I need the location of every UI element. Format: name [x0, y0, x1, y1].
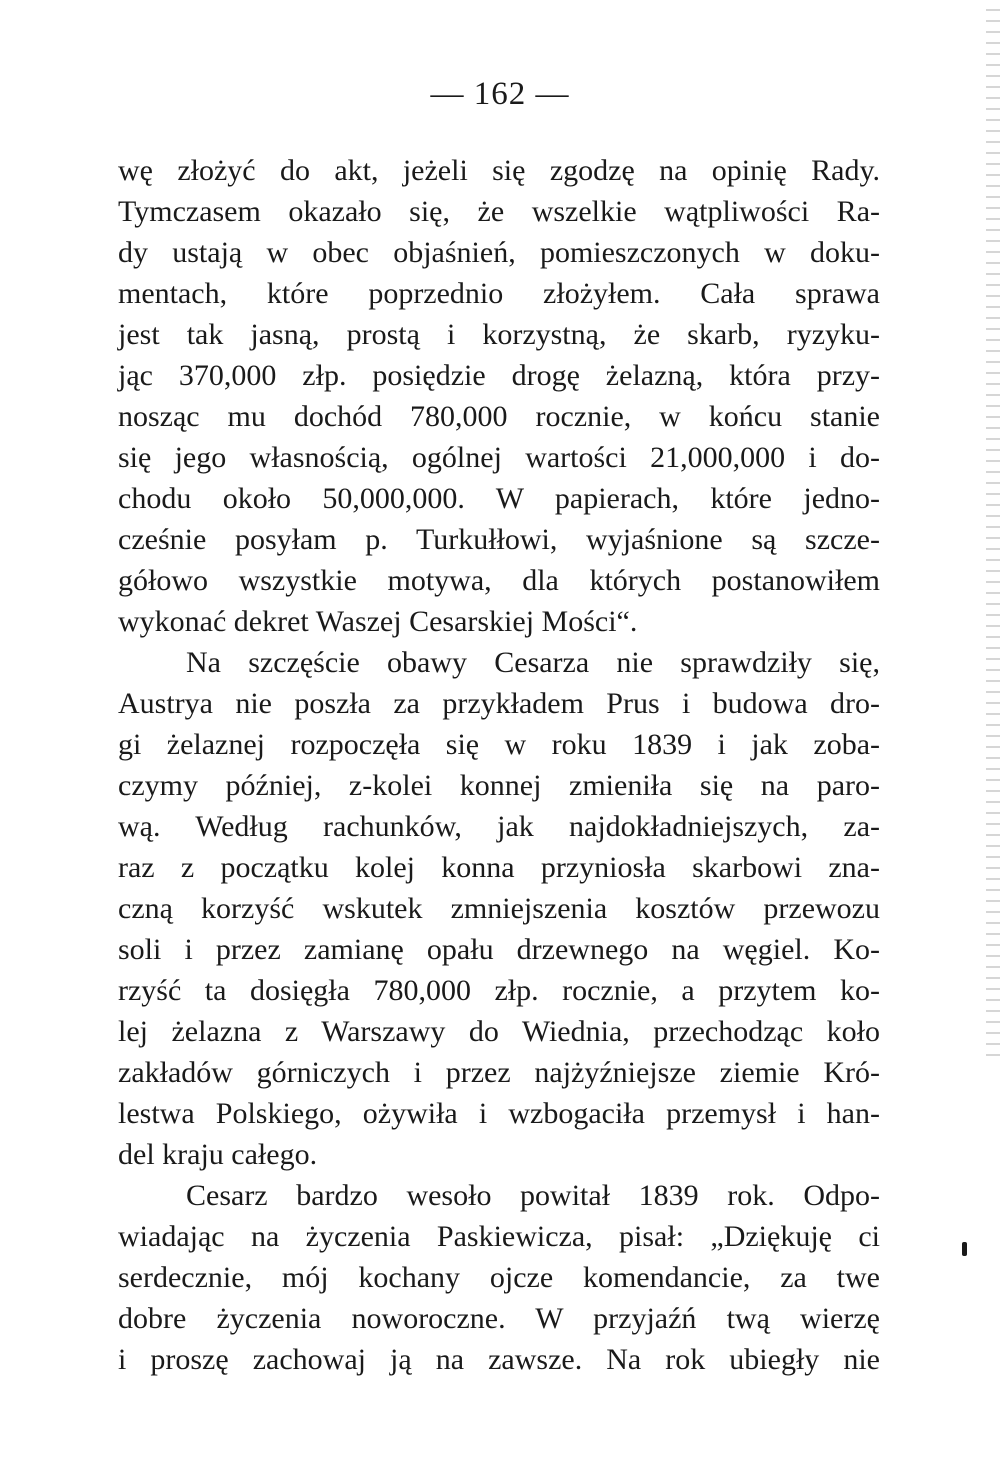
text-line: soli i przez zamianę opału drzewnego na węgiel. Ko- — [118, 933, 880, 966]
text-line: gi żelaznej rozpoczęła się w roku 1839 i jak zoba- — [118, 728, 880, 761]
scan-stray-mark — [962, 1242, 967, 1256]
body-text — [118, 150, 880, 1380]
text-line: zakładów górniczych i przez najżyźniejsze ziemie Kró- — [118, 1056, 880, 1089]
text-line: Na szczęście obawy Cesarza nie sprawdziły się, — [186, 646, 880, 679]
text-line: dy ustają w obec objaśnień, pomieszczonych w doku- — [118, 236, 880, 269]
page-number: — 162 — — [430, 76, 570, 112]
text-line: dobre życzenia noworoczne. W przyjaźń twą wierzę — [118, 1302, 880, 1335]
text-line: serdecznie, mój kochany ojcze komendancie, za twe — [118, 1261, 880, 1294]
text-line: chodu około 50,000,000. W papierach, które jedno- — [118, 482, 880, 515]
text-line: Tymczasem okazało się, że wszelkie wątpliwości Ra- — [118, 195, 880, 228]
text-line: Cesarz bardzo wesoło powitał 1839 rok. Odpo- — [186, 1179, 880, 1212]
text-line: jąc 370,000 złp. posiędzie drogę żelazną, która przy- — [118, 359, 880, 392]
text-line: lej żelazna z Warszawy do Wiednia, przechodząc koło — [118, 1015, 880, 1048]
text-line: i proszę zachowaj ją na zawsze. Na rok ubiegły nie — [118, 1343, 880, 1376]
text-line: czymy później, z-kolei konnej zmieniła się na paro- — [118, 769, 880, 802]
text-line: gółowo wszystkie motywa, dla których postanowiłem — [118, 564, 880, 597]
text-line: wykonać dekret Waszej Cesarskiej Mości“. — [118, 605, 638, 638]
text-line: rzyść ta dosięgła 780,000 złp. rocznie, a przytem ko- — [118, 974, 880, 1007]
text-line: Austrya nie poszła za przykładem Prus i budowa dro- — [118, 687, 880, 720]
text-line: wiadając na życzenia Paskiewicza, pisał: „Dziękuję ci — [118, 1220, 880, 1253]
scan-edge-artifact — [986, 0, 1000, 1060]
text-line: cześnie posyłam p. Turkułłowi, wyjaśnione są szcze- — [118, 523, 880, 556]
text-line: się jego własnością, ogólnej wartości 21,000,000 i do- — [118, 441, 880, 474]
text-line: del kraju całego. — [118, 1138, 318, 1171]
text-line: wą. Według rachunków, jak najdokładniejszych, za- — [118, 810, 880, 843]
text-line: czną korzyść wskutek zmniejszenia kosztów przewozu — [118, 892, 880, 925]
text-line: wę złożyć do akt, jeżeli się zgodzę na opinię Rady. — [118, 154, 880, 187]
text-line: lestwa Polskiego, ożywiła i wzbogaciła przemysł i han- — [118, 1097, 880, 1130]
text-line: nosząc mu dochód 780,000 rocznie, w końcu stanie — [118, 400, 880, 433]
text-line: mentach, które poprzednio złożyłem. Cała sprawa — [118, 277, 880, 310]
text-line: raz z początku kolej konna przyniosła skarbowi zna- — [118, 851, 880, 884]
text-line: jest tak jasną, prostą i korzystną, że skarb, ryzyku- — [118, 318, 880, 351]
